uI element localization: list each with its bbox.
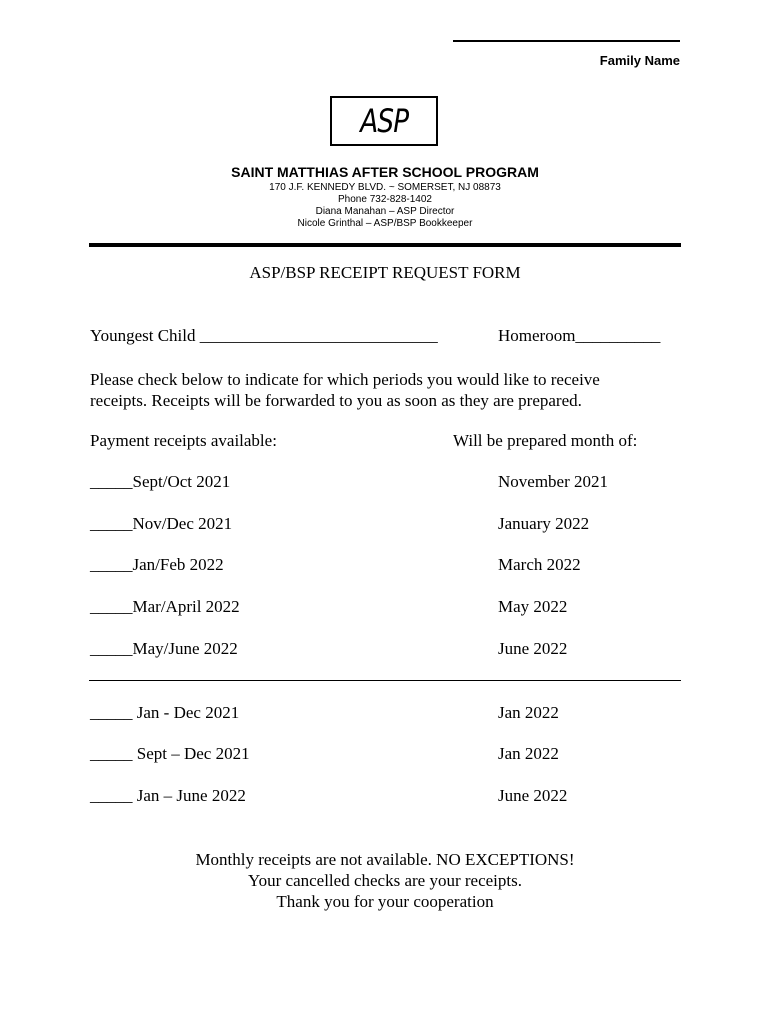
homeroom-field[interactable]: Homeroom__________ xyxy=(498,326,661,345)
asp-logo xyxy=(330,96,438,146)
annual-checkbox-jan-june-2022[interactable]: _____ Jan – June 2022 xyxy=(90,786,246,805)
annual-checkbox-jan-dec-2021[interactable]: _____ Jan - Dec 2021 xyxy=(90,703,240,722)
instructions xyxy=(90,369,690,411)
prepared-month-sept-oct: November 2021 xyxy=(498,472,609,491)
header-divider xyxy=(89,243,681,247)
prepared-month-nov-dec: January 2022 xyxy=(498,514,590,533)
instructions-line-1: Please check below to indicate for which periods you would like to receive xyxy=(90,370,600,389)
org-director: Diana Manahan – ASP Director xyxy=(315,206,455,217)
section-divider xyxy=(89,680,681,681)
period-checkbox-nov-dec[interactable]: _____Nov/Dec 2021 xyxy=(90,514,233,533)
closing-line-3: Thank you for your cooperation xyxy=(276,892,494,911)
org-address: 170 J.F. KENNEDY BLVD. ~ SOMERSET, NJ 08873 xyxy=(269,182,501,193)
annual-prepared-sept-dec-2021: Jan 2022 xyxy=(498,744,559,763)
period-checkbox-jan-feb[interactable]: _____Jan/Feb 2022 xyxy=(90,555,224,574)
org-phone: Phone 732-828-1402 xyxy=(338,194,432,205)
closing-line-2: Your cancelled checks are your receipts. xyxy=(248,871,522,890)
org-name: SAINT MATTHIAS AFTER SCHOOL PROGRAM xyxy=(231,164,539,180)
prepared-month-mar-april: May 2022 xyxy=(498,597,568,616)
prepared-month-jan-feb: March 2022 xyxy=(498,555,581,574)
youngest-child-field[interactable]: Youngest Child ____________________________ xyxy=(90,326,438,345)
prepared-month-may-june: June 2022 xyxy=(498,639,568,658)
period-checkbox-sept-oct[interactable]: _____Sept/Oct 2021 xyxy=(90,472,231,491)
period-checkbox-may-june[interactable]: _____May/June 2022 xyxy=(90,639,238,658)
instructions-line-2: receipts. Receipts will be forwarded to you as soon as they are prepared. xyxy=(90,391,582,410)
org-bookkeeper: Nicole Grinthal – ASP/BSP Bookkeeper xyxy=(297,218,473,229)
column-header-available: Payment receipts available: xyxy=(90,431,277,450)
closing-line-1: Monthly receipts are not available. NO EXCEPTIONS! xyxy=(195,850,575,869)
family-name-label: Family Name xyxy=(599,53,680,68)
annual-prepared-jan-june-2022: June 2022 xyxy=(498,786,568,805)
period-checkbox-mar-april[interactable]: _____Mar/April 2022 xyxy=(90,597,240,616)
annual-checkbox-sept-dec-2021[interactable]: _____ Sept – Dec 2021 xyxy=(90,744,250,763)
column-header-prepared: Will be prepared month of: xyxy=(453,431,638,450)
asp-logo-text: ASP xyxy=(360,102,408,140)
family-name-line xyxy=(453,40,680,42)
annual-prepared-jan-dec-2021: Jan 2022 xyxy=(498,703,559,722)
form-title: ASP/BSP RECEIPT REQUEST FORM xyxy=(249,263,521,282)
closing-notice xyxy=(0,849,770,912)
